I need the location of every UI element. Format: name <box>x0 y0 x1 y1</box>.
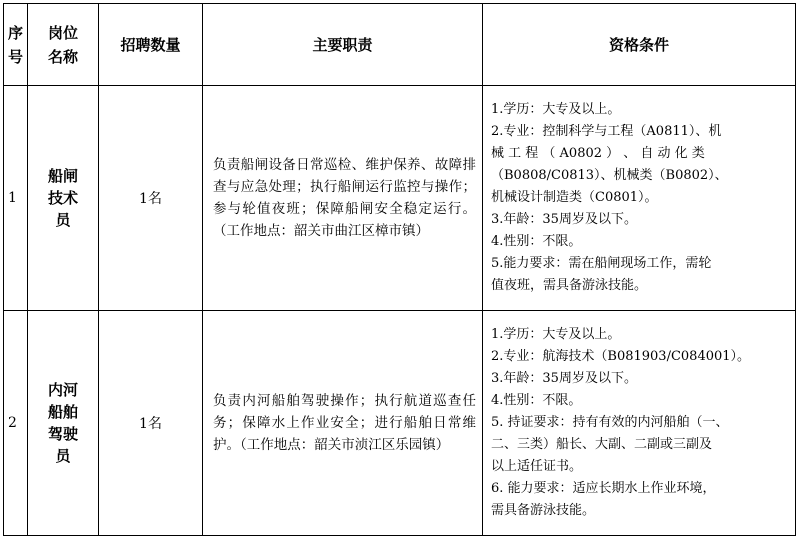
position-line: 内河 <box>47 381 78 399</box>
row-duties: 负责船闸设备日常巡检、维护保养、故障排查与应急处理；执行船闸运行监控与操作；参与轮值夜班；保障船闸安全稳定运行。（工作地点：韶关市曲江区樟市镇） <box>203 86 483 311</box>
qualification-line: 5.能力要求：需在船闸现场工作，需轮 <box>491 256 712 271</box>
qualification-line: 3.年龄：35周岁及以下。 <box>491 212 637 227</box>
qualification-line: 需具备游泳技能。 <box>491 503 596 518</box>
row-index: 2 <box>4 311 28 536</box>
qualification-line: 1.学历：大专及以上。 <box>491 327 621 342</box>
qualification-line: 2.专业：控制科学与工程（A0811）、机 <box>491 124 722 139</box>
row-count: 1名 <box>99 86 203 311</box>
header-index-line-2: 号 <box>7 47 23 66</box>
header-count: 招聘数量 <box>99 4 203 86</box>
table-row <box>4 311 796 536</box>
row-qualifications <box>483 311 796 536</box>
position-line: 技术 <box>47 189 78 207</box>
qualification-line: 值夜班，需具备游泳技能。 <box>491 278 648 293</box>
qualification-line: 5. 持证要求：持有有效的内河船舶（一、 <box>491 415 729 430</box>
qualification-line: 4.性别：不限。 <box>491 393 582 408</box>
position-line: 船闸 <box>47 167 78 185</box>
qualification-line: （B0808/C0813）、机械类（B0802）、 <box>491 168 728 183</box>
qualification-line: 以上适任证书。 <box>491 459 583 474</box>
header-index <box>4 4 28 86</box>
row-qualifications <box>483 86 796 311</box>
qualification-line: 4.性别：不限。 <box>491 234 582 249</box>
table-header-row <box>4 4 796 86</box>
position-line: 驾驶 <box>47 425 78 443</box>
position-line: 员 <box>55 447 71 465</box>
position-line: 员 <box>55 211 71 229</box>
row-index: 1 <box>4 86 28 311</box>
table-row <box>4 86 796 311</box>
qualification-line: 2.专业：航海技术（B081903/C084001）。 <box>491 349 751 364</box>
row-duties: 负责内河船舶驾驶操作；执行航道巡查任务；保障水上作业安全；进行船舶日常维护。（工作地点：韶关市浈江区乐园镇） <box>203 311 483 536</box>
qualification-line: 1.学历：大专及以上。 <box>491 102 621 117</box>
row-count: 1名 <box>99 311 203 536</box>
header-index-line-1: 序 <box>7 23 23 42</box>
header-position-line-2: 名称 <box>47 47 78 66</box>
qualification-line: 二、三类）船长、大副、二副或三副及 <box>491 437 713 452</box>
qualification-line: 械 工 程 （ A0802 ） 、 自 动 化 类 <box>491 146 705 161</box>
recruitment-table <box>3 3 796 536</box>
qualification-line: 机械设计制造类（C0801）。 <box>491 190 658 205</box>
row-position <box>28 86 99 311</box>
position-line: 船舶 <box>47 403 78 421</box>
header-duties: 主要职责 <box>203 4 483 86</box>
qualification-line: 6. 能力要求：适应长期水上作业环境， <box>491 481 716 496</box>
qualification-line: 3.年龄：35周岁及以下。 <box>491 371 637 386</box>
header-position <box>28 4 99 86</box>
header-position-line-1: 岗位 <box>47 23 78 42</box>
header-qualifications: 资格条件 <box>483 4 796 86</box>
row-position <box>28 311 99 536</box>
